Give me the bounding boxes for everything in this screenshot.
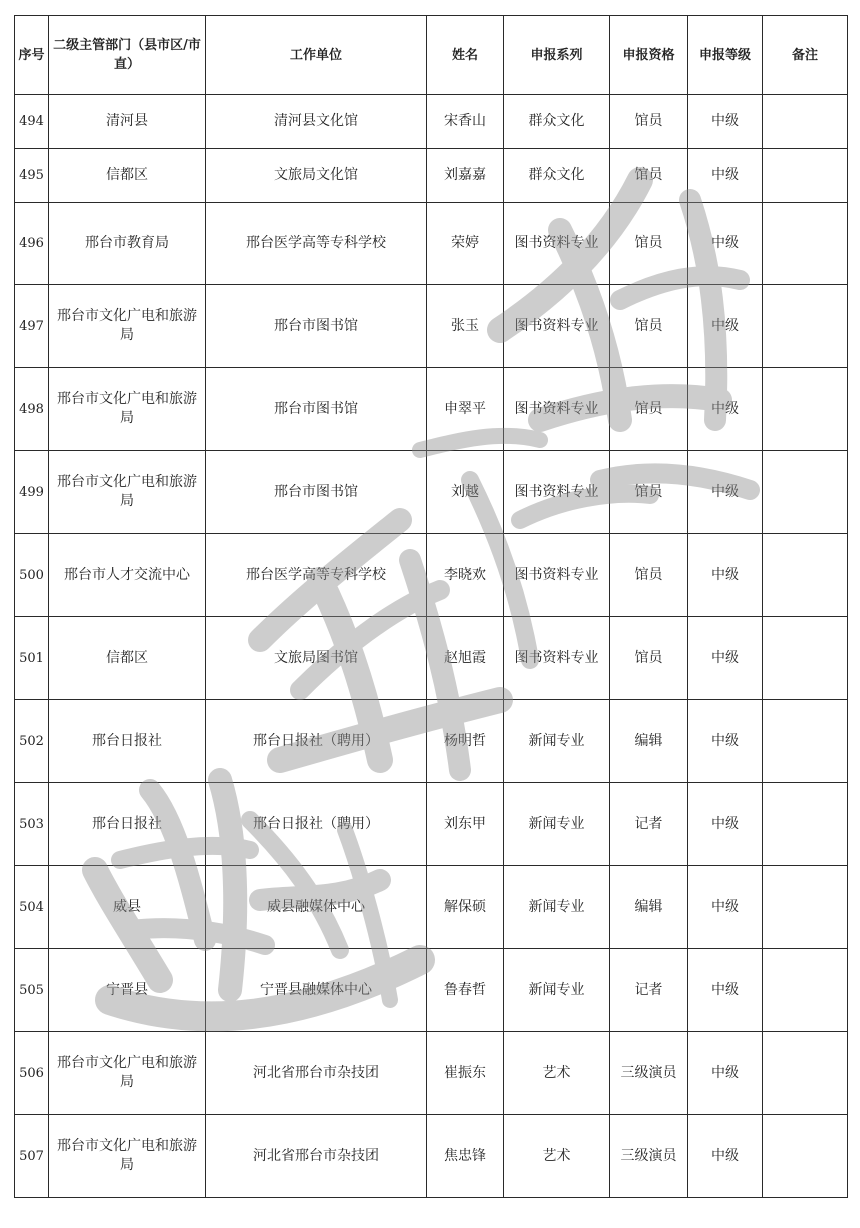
cell-seq: 495 [15,149,49,203]
cell-qual: 记者 [610,949,688,1032]
cell-qual: 馆员 [610,95,688,149]
cell-seq: 505 [15,949,49,1032]
cell-seq: 504 [15,866,49,949]
header-series: 申报系列 [504,16,610,95]
cell-series: 图书资料专业 [504,368,610,451]
cell-dept: 邢台日报社 [49,700,206,783]
cell-unit: 邢台日报社（聘用） [206,700,427,783]
cell-name: 申翠平 [427,368,504,451]
cell-qual: 馆员 [610,534,688,617]
cell-dept: 信都区 [49,617,206,700]
cell-name: 刘东甲 [427,783,504,866]
cell-unit: 威县融媒体中心 [206,866,427,949]
cell-dept: 邢台市文化广电和旅游局 [49,1032,206,1115]
cell-name: 宋香山 [427,95,504,149]
table-row [15,617,848,700]
cell-unit: 河北省邢台市杂技团 [206,1115,427,1198]
cell-seq: 497 [15,285,49,368]
cell-series: 图书资料专业 [504,451,610,534]
cell-name: 焦忠锋 [427,1115,504,1198]
cell-series: 图书资料专业 [504,285,610,368]
cell-qual: 编辑 [610,700,688,783]
cell-level: 中级 [688,1115,763,1198]
header-name: 姓名 [427,16,504,95]
cell-series: 新闻专业 [504,700,610,783]
cell-seq: 502 [15,700,49,783]
cell-dept: 邢台市文化广电和旅游局 [49,451,206,534]
cell-unit: 河北省邢台市杂技团 [206,1032,427,1115]
cell-name: 鲁春哲 [427,949,504,1032]
cell-seq: 503 [15,783,49,866]
cell-series: 图书资料专业 [504,534,610,617]
cell-unit: 邢台市图书馆 [206,451,427,534]
cell-series: 图书资料专业 [504,617,610,700]
cell-note [763,1115,848,1198]
cell-name: 荣婷 [427,203,504,285]
cell-level: 中级 [688,285,763,368]
cell-seq: 500 [15,534,49,617]
cell-dept: 邢台市教育局 [49,203,206,285]
cell-dept: 邢台市人才交流中心 [49,534,206,617]
cell-note [763,368,848,451]
cell-note [763,866,848,949]
cell-note [763,203,848,285]
cell-name: 解保硕 [427,866,504,949]
cell-name: 杨明哲 [427,700,504,783]
cell-note [763,783,848,866]
table-row [15,534,848,617]
cell-name: 李晓欢 [427,534,504,617]
cell-dept: 邢台市文化广电和旅游局 [49,1115,206,1198]
cell-level: 中级 [688,866,763,949]
cell-seq: 496 [15,203,49,285]
table-row [15,1115,848,1198]
cell-qual: 馆员 [610,149,688,203]
table-header-row [15,16,848,95]
cell-seq: 507 [15,1115,49,1198]
cell-dept: 信都区 [49,149,206,203]
header-level: 申报等级 [688,16,763,95]
cell-level: 中级 [688,451,763,534]
cell-unit: 文旅局文化馆 [206,149,427,203]
cell-name: 崔振东 [427,1032,504,1115]
cell-unit: 邢台医学高等专科学校 [206,203,427,285]
header-qual: 申报资格 [610,16,688,95]
cell-unit: 清河县文化馆 [206,95,427,149]
header-note: 备注 [763,16,848,95]
cell-note [763,149,848,203]
table-row [15,783,848,866]
cell-qual: 馆员 [610,451,688,534]
cell-level: 中级 [688,368,763,451]
cell-unit: 邢台日报社（聘用） [206,783,427,866]
table-row [15,866,848,949]
table-row [15,451,848,534]
table-row [15,1032,848,1115]
cell-dept: 清河县 [49,95,206,149]
cell-name: 张玉 [427,285,504,368]
cell-seq: 499 [15,451,49,534]
cell-name: 赵旭霞 [427,617,504,700]
table-row [15,149,848,203]
cell-qual: 馆员 [610,203,688,285]
table-row [15,700,848,783]
cell-dept: 邢台市文化广电和旅游局 [49,368,206,451]
cell-note [763,95,848,149]
table-row [15,95,848,149]
cell-series: 图书资料专业 [504,203,610,285]
cell-qual: 编辑 [610,866,688,949]
header-dept: 二级主管部门（县市区/市直） [49,16,206,95]
cell-qual: 馆员 [610,285,688,368]
cell-seq: 498 [15,368,49,451]
cell-level: 中级 [688,783,763,866]
cell-qual: 馆员 [610,617,688,700]
cell-level: 中级 [688,95,763,149]
cell-seq: 494 [15,95,49,149]
cell-note [763,451,848,534]
cell-series: 群众文化 [504,95,610,149]
cell-seq: 506 [15,1032,49,1115]
cell-note [763,285,848,368]
cell-unit: 文旅局图书馆 [206,617,427,700]
cell-level: 中级 [688,949,763,1032]
cell-series: 新闻专业 [504,866,610,949]
header-seq: 序号 [15,16,49,95]
cell-name: 刘越 [427,451,504,534]
cell-series: 新闻专业 [504,949,610,1032]
table-row [15,203,848,285]
cell-series: 新闻专业 [504,783,610,866]
cell-qual: 三级演员 [610,1032,688,1115]
cell-level: 中级 [688,1032,763,1115]
cell-note [763,1032,848,1115]
cell-unit: 宁晋县融媒体中心 [206,949,427,1032]
cell-series: 群众文化 [504,149,610,203]
cell-name: 刘嘉嘉 [427,149,504,203]
cell-qual: 三级演员 [610,1115,688,1198]
cell-series: 艺术 [504,1032,610,1115]
cell-note [763,617,848,700]
cell-note [763,949,848,1032]
cell-qual: 记者 [610,783,688,866]
cell-unit: 邢台市图书馆 [206,368,427,451]
cell-seq: 501 [15,617,49,700]
applicant-table [14,15,848,1198]
cell-dept: 邢台日报社 [49,783,206,866]
cell-dept: 宁晋县 [49,949,206,1032]
cell-level: 中级 [688,700,763,783]
cell-note [763,534,848,617]
cell-level: 中级 [688,149,763,203]
cell-unit: 邢台医学高等专科学校 [206,534,427,617]
cell-unit: 邢台市图书馆 [206,285,427,368]
cell-series: 艺术 [504,1115,610,1198]
cell-level: 中级 [688,534,763,617]
header-unit: 工作单位 [206,16,427,95]
cell-level: 中级 [688,203,763,285]
cell-level: 中级 [688,617,763,700]
cell-note [763,700,848,783]
cell-dept: 邢台市文化广电和旅游局 [49,285,206,368]
cell-qual: 馆员 [610,368,688,451]
cell-dept: 威县 [49,866,206,949]
table-row [15,368,848,451]
table-row [15,285,848,368]
table-row [15,949,848,1032]
